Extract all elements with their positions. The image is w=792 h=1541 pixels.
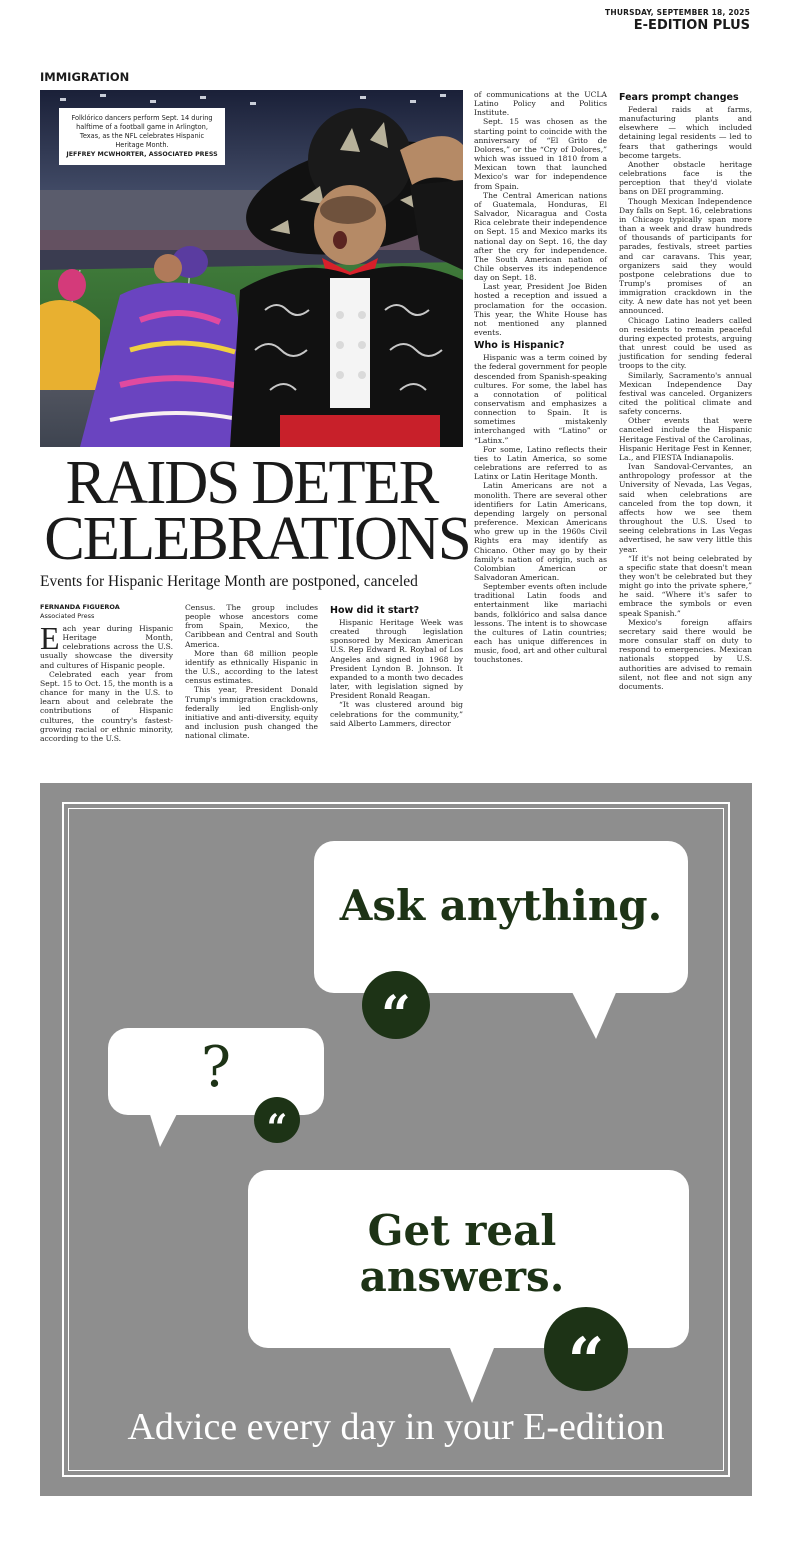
- paragraph: Another obstacle heritage celebrations face is the perception that they'd violate bans on DEI programming.: [619, 159, 752, 197]
- paragraph: of communications at the UCLA Latino Policy and Politics Institute.: [474, 90, 607, 118]
- photo-caption: [59, 108, 225, 165]
- paragraph: Mexico's foreign affairs secretary said there would be more consular staff on duty to respond to emergencies. Mexican nationals stopped by U.S. authorities are advised to remain silent, not flee and not sign any documents.: [619, 617, 752, 691]
- paragraph: Other events that were canceled include the Hispanic Heritage Festival of the Carolinas, Hispanic Heritage Fest in Kenner, La., and FIESTA Indianapolis.: [619, 416, 752, 462]
- subhead-how-did-it-start: How did it start?: [330, 605, 420, 616]
- subhead-fears-prompt-changes: Fears prompt changes: [619, 92, 739, 103]
- paragraph: Celebrated each year from Sept. 15 to Oct. 15, the month is a chance for many in the U.S. to learn about and celebrate the contributions of Hispanic cultures, the country's fastest-growing racial or ethnic minority, according to the U.S.: [40, 669, 173, 743]
- quote-icon: “: [362, 971, 430, 1039]
- answers-line-1: Get real: [367, 1206, 557, 1255]
- paragraph: Each year during Hispanic Heritage Month, celebrations across the U.S. usually showcase the diversity and cultures of Hispanic people.: [40, 620, 173, 670]
- photo-credit: JEFFREY MCWHORTER, ASSOCIATED PRESS: [66, 151, 218, 158]
- paragraph: Hispanic was a term coined by the federal government for people descended from Spanish-speaking cultures. For some, the label has a connotation of political conservatism and emphasizes a connection to Spain. It is sometimes mistakenly interchanged with “Latino” or “Latinx.”: [474, 353, 607, 445]
- paragraph: “It was clustered around big celebrations for the community,” said Alberto Lammers, director: [330, 700, 463, 728]
- headline: [44, 449, 470, 573]
- paragraph: Ivan Sandoval-Cervantes, an anthropology professor at the University of Nevada, Las Vegas, said when celebrations are canceled from the top down, it affects how we see them throughout the U.S. Used to seeing celebrations in Las Vegas advertised, he saw very little this year.: [619, 462, 752, 554]
- paragraph: Hispanic Heritage Week was created through legislation sponsored by Mexican American U.S. Rep Edward R. Roybal of Los Angeles and signed in 1968 by President Lyndon B. Johnson. It expanded to a month two decades later, with legislation signed by President Ronald Reagan.: [330, 618, 463, 701]
- quote-icon-small: “: [254, 1097, 300, 1143]
- paragraph: More than 68 million people identify as ethnically Hispanic in the U.S., according to the latest census estimates.: [185, 648, 318, 686]
- paragraph: Latin Americans are not a monolith. There are several other identifiers for Latin Americans, depending largely on personal preference. Mexican Americans who grew up in the 1960s Civil Rights era may identify as Chicano. Other may go by their family's nation of origin, such as Colombian American or Salvadoran American.: [474, 481, 607, 582]
- article-column-3: [330, 602, 463, 728]
- header-date: THURSDAY, SEPTEMBER 18, 2025: [605, 8, 750, 17]
- article-column-1: [40, 620, 173, 743]
- subhead-who-is-hispanic: Who is Hispanic?: [474, 340, 565, 352]
- paragraph: Though Mexican Independence Day falls on Sept. 16, celebrations in Chicago typically span more than a week and draw hundreds of thousands of participants for parades, festivals, street parties and car caravans. This year, organizers said they would postpone celebrations due to Trump's promises of an immigration crackdown in the city. A new date has not yet been announced.: [619, 196, 752, 316]
- byline: FERNANDA FIGUEROA: [40, 603, 120, 611]
- question-mark-text: ?: [200, 1035, 232, 1100]
- e-edition-advertisement[interactable]: [40, 783, 752, 1496]
- get-real-answers-text: [248, 1208, 676, 1300]
- paragraph: For some, Latino reflects their ties to Latin America, so some celebrations are referred to as Latinx or Latin Heritage Month.: [474, 444, 607, 482]
- paragraph: September events often include traditional Latin foods and entertainment like mariachi bands, folklórico and salsa dance lessons. The intent is to showcase the cultures of Latin countries; each has unique differences in music, food, art and other cultural touchstones.: [474, 582, 607, 665]
- paragraph: Last year, President Joe Biden hosted a reception and issued a proclamation for the occasion. This year, the White House has not mentioned any planned events.: [474, 282, 607, 338]
- headline-line-1: RAIDS DETER: [65, 449, 438, 517]
- header-edition: E-EDITION PLUS: [633, 18, 750, 33]
- ad-tagline: Advice every day in your E-edition: [127, 1406, 665, 1448]
- byline-agency: Associated Press: [40, 612, 95, 620]
- headline-line-2: CELEBRATIONS: [44, 505, 470, 573]
- paragraph: Census. The group includes people whose ancestors come from Spain, Mexico, the Caribbean and Central and South America.: [185, 603, 318, 649]
- paragraph: “If it's not being celebrated by a specific state that doesn't mean they won't be celebrated but they might go into the private sphere,” he said. “Where it's safer to embrace the symbols or even speak Spanish.”: [619, 553, 752, 618]
- quote-icon-large: “: [544, 1307, 628, 1391]
- article-column-2: [185, 603, 318, 740]
- deck: Events for Hispanic Heritage Month are postponed, canceled: [40, 573, 418, 590]
- ask-anything-text: Ask anything.: [339, 881, 663, 930]
- paragraph: Federal raids at farms, manufacturing plants and elsewhere — which included detaining legal residents — led to fears that gatherings would become targets.: [619, 105, 752, 160]
- paragraph: Similarly, Sacramento's annual Mexican Independence Day festival was canceled. Organizers cited the political climate and safety concerns.: [619, 370, 752, 417]
- section-label: IMMIGRATION: [40, 70, 130, 84]
- paragraph: The Central American nations of Guatemala, Honduras, El Salvador, Nicaragua and Costa Rica celebrate their independence on Sept. 15 and Mexico marks its national day on Sept. 16, the day after the cry for independence. The South American nation of Chile observes its independence day on Sept. 18.: [474, 190, 607, 283]
- article-column-5: [619, 89, 752, 691]
- caption-text: Folklórico dancers perform Sept. 14 during halftime of a football game in Arlington, Texas, as the NFL celebrates Hispanic Heritage Month.: [71, 114, 213, 149]
- drop-cap: E: [40, 620, 60, 656]
- article-column-4: [474, 90, 607, 665]
- answers-line-2: answers.: [359, 1252, 565, 1301]
- paragraph: This year, President Donald Trump's immigration crackdowns, federally led English-only initiative and anti-diversity, equity and inclusion push changed the national climate.: [185, 685, 318, 741]
- paragraph: Sept. 15 was chosen as the starting point to coincide with the anniversary of “El Grito de Dolores,” or the “Cry of Dolores,” which was issued in 1810 from a Mexican town that launched Mexico's war for independence from Spain.: [474, 117, 607, 191]
- paragraph: Chicago Latino leaders called on residents to remain peaceful during expected protests, arguing that unrest could be used as justification for sending federal troops to the city.: [619, 315, 752, 371]
